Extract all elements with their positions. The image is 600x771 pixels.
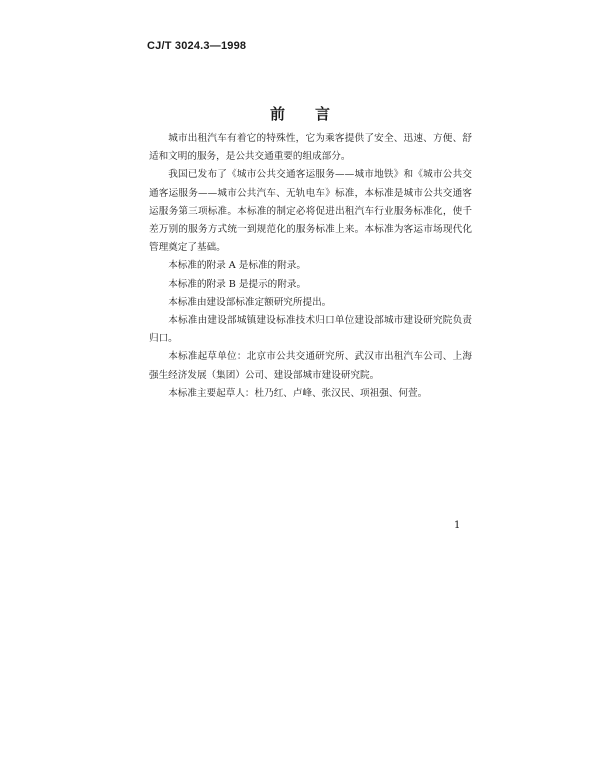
page-number: 1 xyxy=(454,520,461,531)
paragraph: 本标准由建设部标准定额研究所提出。 xyxy=(168,296,332,308)
paragraph: 我国已发布了《城市公共交通客运服务——城市地铁》和《城市公共交通客运服务——城市公共汽车、无轨电车》标准，本标准是城市公共交通客运服务第三项标准。本标准的制定必将促进出租汽车行业服务标准化，使千差万别的服务方式统一到规范化的服务标准上来。本标准为客运市场现代化管理奠定了基础。 xyxy=(149,169,472,254)
paragraph: 本标准的附录 B 是提示的附录。 xyxy=(168,278,307,290)
paragraph: 本标准由建设部城镇建设标准技术归口单位建设部城市建设研究院负责归口。 xyxy=(149,315,472,345)
paragraph: 本标准起草单位：北京市公共交通研究所、武汉市出租汽车公司、上海强生经济发展（集团）公司、建设部城市建设研究院。 xyxy=(149,351,472,381)
page-title: 前言 xyxy=(269,105,360,123)
body-text xyxy=(149,130,472,403)
paragraph: 城市出租汽车有着它的特殊性，它为乘客提供了安全、迅速、方便、舒适和文明的服务，是公共交通重要的组成部分。 xyxy=(149,133,472,163)
paragraph: 本标准的附录 A 是标准的附录。 xyxy=(168,260,306,272)
paragraph: 本标准主要起草人：杜乃红、卢峰、张汉民、项祖强、何萱。 xyxy=(168,387,428,399)
document-code: CJ/T 3024.3—1998 xyxy=(147,40,247,52)
